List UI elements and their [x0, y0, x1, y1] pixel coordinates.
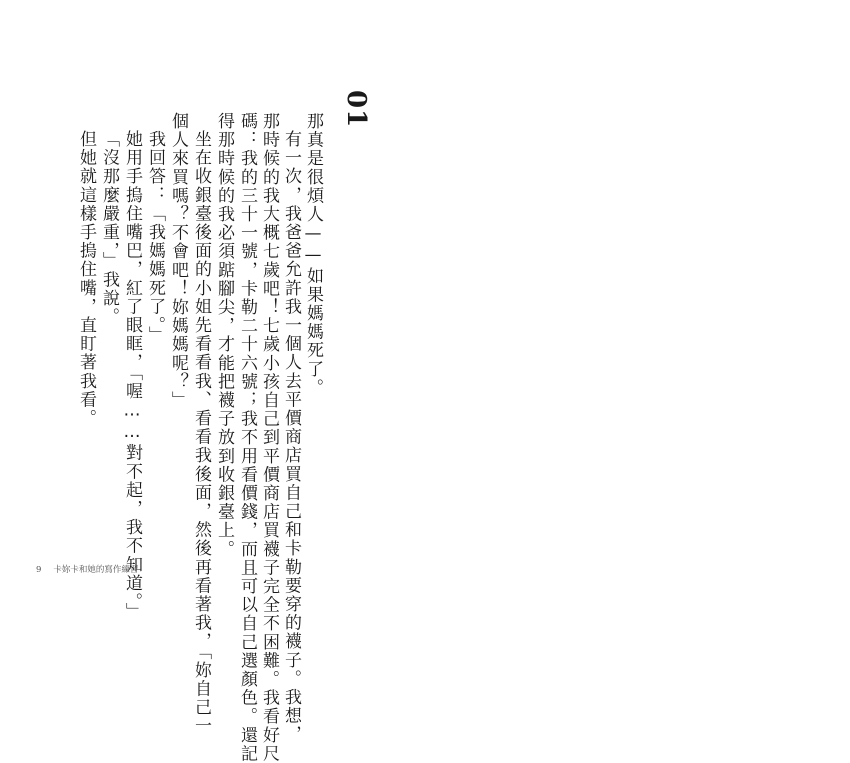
text-line: 有一次，我爸爸允許我一個人去平價商店買自己和卡勒要穿的襪子。我想， [281, 130, 301, 744]
page-number: 9 [36, 565, 42, 575]
text-line: 坐在收銀臺後面的小姐先看看我、看看我後面，然後再看著我，「妳自己一 [191, 130, 211, 736]
book-title: 卡妳卡和她的寫作練習 [53, 565, 139, 575]
text-line: 那真是很煩人——如果媽媽死了。 [303, 112, 323, 397]
text-line: 碼：我的三十一號，卡勒二十六號；我不用看價錢，而且可以自己選顏色。還記 [237, 112, 257, 763]
page-footer [36, 563, 138, 575]
text-line: 「沒那麼嚴重，」我說。 [99, 130, 119, 327]
chapter-number: 01 [341, 90, 371, 129]
text-line: 但她就這樣手摀住嘴，直盯著我看。 [76, 130, 96, 428]
text-line: 那時候的我大概七歲吧！七歲小孩自己到平價商店買襪子完全不困難。我看好尺 [259, 112, 279, 763]
text-line: 個人來買嗎？不會吧！妳媽媽呢？」 [168, 112, 188, 410]
text-line: 得那時候的我必須踮腳尖，才能把襪子放到收銀臺上。 [214, 112, 234, 559]
text-line: 我回答：「我媽媽死了。」 [145, 130, 165, 345]
text-line: 她用手摀住嘴巴，紅了眼眶，「喔……對不起，我不知道。」 [122, 130, 142, 622]
